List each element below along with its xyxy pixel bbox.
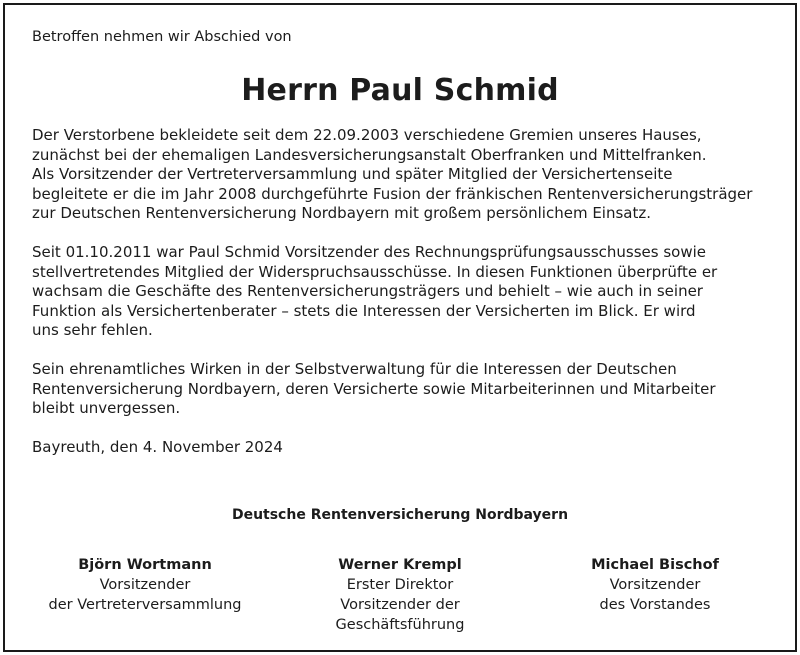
text-line: zur Deutschen Rentenversicherung Nordbayern mit großem persönlichem Einsatz.: [32, 204, 651, 222]
text-line: uns sehr fehlen.: [32, 321, 153, 339]
signatory-name: Michael Bischof: [591, 557, 719, 573]
paragraph-career: [32, 126, 777, 224]
obituary-body: [32, 126, 777, 477]
text-line: begleitete er die im Jahr 2008 durchgeführte Fusion der fränkischen Rentenversicherungsträger: [32, 184, 753, 203]
text-line: Der Verstorbene bekleidete seit dem 22.09.2003 verschiedene Gremien unseres Hauses,: [32, 126, 702, 144]
text-line: Funktion als Versichertenberater – stets die Interessen der Versicherten im Blick. Er wird: [32, 301, 696, 320]
organization-name: Deutsche Rentenversicherung Nordbayern: [231, 507, 569, 523]
signatory-block: [25, 555, 265, 615]
text-line: stellvertretendes Mitglied der Widerspruchsausschüsse. In diesen Funktionen überprüfte er: [32, 262, 718, 281]
signatory-role-line: Vorsitzender der: [340, 597, 460, 613]
intro-text: Betroffen nehmen wir Abschied von: [32, 29, 292, 45]
signatory-role-line: Vorsitzender: [99, 577, 191, 593]
signatory-block: [280, 555, 520, 635]
obituary-notice: [3, 3, 797, 652]
text-line: wachsam die Geschäfte des Rentenversicherungsträgers und behielt – wie auch in seiner: [32, 282, 703, 300]
text-line: Seit 01.10.2011 war Paul Schmid Vorsitzender des Rechnungsprüfungsausschusses sowie: [32, 243, 706, 261]
signatory-name: Werner Krempl: [338, 557, 462, 573]
signatory-name: Björn Wortmann: [78, 557, 212, 573]
deceased-name-title: Herrn Paul Schmid: [241, 73, 559, 108]
signatory-role-line: Vorsitzender: [609, 577, 701, 593]
signatory-role-line: Erster Direktor: [346, 577, 454, 593]
text-line: Als Vorsitzender der Vertreterversammlung und später Mitglied der Versichertenseite: [32, 165, 673, 183]
text-line: bleibt unvergessen.: [32, 399, 181, 417]
text-line: Rentenversicherung Nordbayern, deren Versicherte sowie Mitarbeiterinnen und Mitarbeiter: [32, 379, 716, 398]
place-and-date: [32, 438, 777, 458]
signatory-block: [535, 555, 775, 615]
signatory-role-line: der Vertreterversammlung: [48, 597, 242, 613]
text-line: zunächst bei der ehemaligen Landesversicherungsanstalt Oberfranken und Mittelfranken.: [32, 145, 707, 164]
paragraph-remembrance: [32, 360, 777, 419]
text-line: Sein ehrenamtliches Wirken in der Selbstverwaltung für die Interessen der Deutschen: [32, 360, 677, 378]
text-line: Bayreuth, den 4. November 2024: [32, 438, 283, 456]
signatory-role-line: des Vorstandes: [599, 597, 711, 613]
paragraph-functions: [32, 243, 777, 341]
signatory-role-line: Geschäftsführung: [335, 617, 465, 633]
